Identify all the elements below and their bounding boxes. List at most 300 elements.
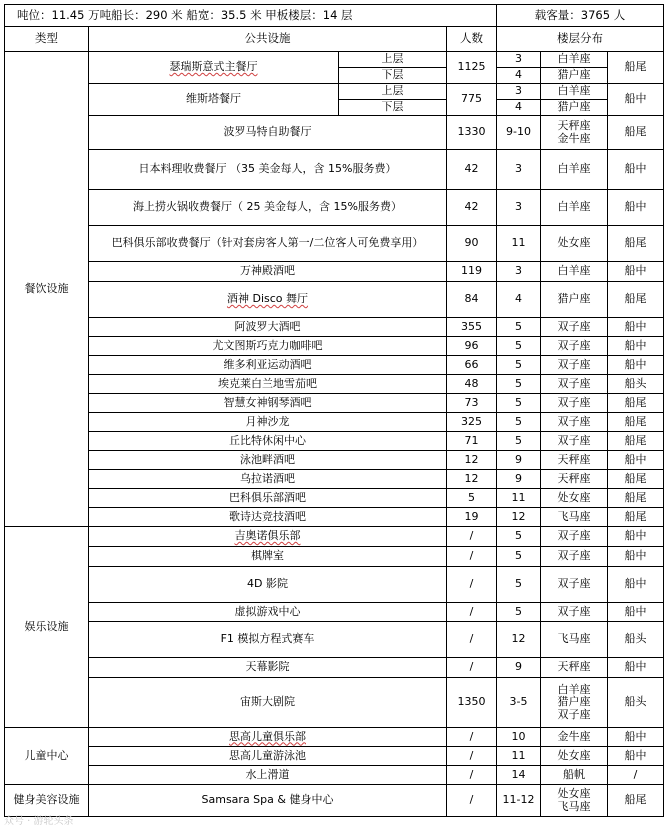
deck-zone-text: 猎户座 xyxy=(557,100,591,114)
deck-number xyxy=(496,488,541,508)
facility-name-text: F1 模拟方程式赛车 xyxy=(220,632,315,646)
people-count-text: 84 xyxy=(464,292,479,306)
deck-zone-text: 双子座 xyxy=(557,529,591,543)
deck-zone-text: 双子座 xyxy=(557,338,591,352)
facility-name xyxy=(88,450,447,470)
facility-name xyxy=(88,115,447,150)
facility-name xyxy=(88,657,447,678)
facility-name-text: 酒神 Disco 舞厅 xyxy=(226,292,309,306)
col-header-floor-text: 楼层分布 xyxy=(557,31,603,46)
deck-zone-text: 白羊座 xyxy=(557,162,591,176)
ship-position xyxy=(607,149,664,190)
facility-name xyxy=(88,526,447,547)
deck-number xyxy=(496,317,541,337)
deck-zone xyxy=(540,546,608,567)
ship-position-text: 船尾 xyxy=(624,292,647,306)
ship-position-text: 船中 xyxy=(624,319,647,333)
deck-zone xyxy=(540,566,608,603)
ship-position-text: 船中 xyxy=(624,452,647,466)
ship-position-text: 船中 xyxy=(624,729,647,743)
ship-position-text: 船尾 xyxy=(624,509,647,523)
deck-number-text: 11 xyxy=(511,490,526,504)
deck-number-text: 5 xyxy=(515,577,522,591)
people-count-text: 90 xyxy=(464,236,479,250)
facility-name-text: 巴科俱乐部收费餐厅（针对套房客人第一/二位客人可免费享用） xyxy=(111,236,424,250)
people-count-text: 12 xyxy=(464,471,479,485)
ship-position xyxy=(607,336,664,356)
facility-name xyxy=(88,51,339,84)
deck-number xyxy=(496,374,541,394)
deck-zone xyxy=(540,746,608,766)
deck-zone xyxy=(540,488,608,508)
deck-number xyxy=(496,281,541,318)
ship-position-text: 船尾 xyxy=(624,490,647,504)
facility-name xyxy=(88,412,447,432)
people-count xyxy=(446,507,497,527)
deck-number-text: 5 xyxy=(515,338,522,352)
ship-position-text: / xyxy=(633,767,638,781)
ship-position-text: 船尾 xyxy=(624,60,647,74)
deck-number xyxy=(496,393,541,413)
facility-name-text: 棋牌室 xyxy=(251,549,284,563)
facility-name-text: 4D 影院 xyxy=(247,577,288,591)
ship-position xyxy=(607,189,664,226)
facility-name-text: 海上捞火锅收费餐厅（ 25 美金每人，含 15%服务费） xyxy=(133,200,402,214)
ship-position xyxy=(607,393,664,413)
facility-name-text: 宙斯大剧院 xyxy=(240,695,295,709)
facility-name-text: 歌诗达竞技酒吧 xyxy=(229,509,306,523)
deck-number xyxy=(496,450,541,470)
ship-position-text: 船中 xyxy=(624,338,647,352)
ship-position-text: 船中 xyxy=(624,549,647,563)
deck-number-text: 9-10 xyxy=(506,125,531,139)
deck-number xyxy=(496,67,541,84)
people-count-text: / xyxy=(469,632,474,646)
deck-number-text: 9 xyxy=(515,471,522,485)
people-count xyxy=(446,51,497,84)
deck-number xyxy=(496,602,541,622)
deck-zone xyxy=(540,317,608,337)
people-count-text: 19 xyxy=(464,509,479,523)
people-count xyxy=(446,746,497,766)
deck-number xyxy=(496,149,541,190)
people-count xyxy=(446,784,497,817)
people-count xyxy=(446,281,497,318)
ship-position xyxy=(607,374,664,394)
people-count xyxy=(446,431,497,451)
people-count xyxy=(446,83,497,116)
people-count-text: 96 xyxy=(464,338,479,352)
deck-zone xyxy=(540,602,608,622)
ship-position xyxy=(607,526,664,547)
deck-number-text: 11 xyxy=(511,236,526,250)
facility-name xyxy=(88,336,447,356)
people-count xyxy=(446,450,497,470)
deck-zone-text: 处女座 xyxy=(557,748,591,762)
ship-position-text: 船尾 xyxy=(624,395,647,409)
people-count xyxy=(446,657,497,678)
deck-zone-text: 船帆 xyxy=(563,767,585,781)
people-count xyxy=(446,149,497,190)
people-count-text: / xyxy=(469,793,474,807)
people-count xyxy=(446,546,497,567)
people-count-text: / xyxy=(469,577,474,591)
deck-number-text: 5 xyxy=(515,414,522,428)
deck-zone xyxy=(540,765,608,785)
ship-position xyxy=(607,602,664,622)
deck-zone xyxy=(540,393,608,413)
facility-name xyxy=(88,488,447,508)
deck-number-text: 12 xyxy=(511,509,526,523)
people-count xyxy=(446,566,497,603)
deck-number-text: 10 xyxy=(511,729,526,743)
col-header-floor xyxy=(496,26,664,52)
section-type-text: 娱乐设施 xyxy=(24,619,69,633)
ship-position-text: 船尾 xyxy=(624,125,647,139)
section-type-text: 餐饮设施 xyxy=(24,281,69,295)
people-count-text: 42 xyxy=(464,162,479,176)
facility-name xyxy=(88,469,447,489)
people-count-text: / xyxy=(469,549,474,563)
people-count xyxy=(446,412,497,432)
section-type-text: 健身美容设施 xyxy=(13,793,80,807)
deck-number xyxy=(496,546,541,567)
ship-summary-text: 吨位：11.45 万吨船长：290 米 船宽：35.5 米 甲板楼层：14 层 xyxy=(17,7,353,22)
facility-name xyxy=(88,566,447,603)
ship-position-text: 船中 xyxy=(624,357,647,371)
level-label xyxy=(338,67,447,84)
people-count-text: 5 xyxy=(468,490,475,504)
ship-position xyxy=(607,317,664,337)
deck-zone-text: 天秤座 xyxy=(557,452,591,466)
facility-name xyxy=(88,677,447,728)
ship-position-text: 船尾 xyxy=(624,414,647,428)
ship-position xyxy=(607,507,664,527)
facility-name-text: 水上滑道 xyxy=(245,767,290,781)
deck-zone-text: 猎户座 xyxy=(557,695,591,709)
deck-number-text: 14 xyxy=(511,767,526,781)
ship-position-text: 船尾 xyxy=(624,433,647,447)
deck-number xyxy=(496,336,541,356)
deck-zone xyxy=(540,507,608,527)
deck-zone-text: 双子座 xyxy=(557,549,591,563)
deck-zone-text: 飞马座 xyxy=(557,632,591,646)
deck-zone xyxy=(540,83,608,100)
deck-number xyxy=(496,507,541,527)
deck-zone-text: 处女座 xyxy=(557,490,591,504)
deck-zone-text: 天秤座 xyxy=(557,118,591,132)
deck-number-text: 3 xyxy=(515,200,522,214)
ship-position xyxy=(607,621,664,658)
ship-position-text: 船中 xyxy=(624,92,647,106)
ship-position-text: 船尾 xyxy=(624,471,647,485)
facility-name-text: 瑟瑞斯意式主餐厅 xyxy=(169,60,258,74)
facility-name-text: 虚拟游戏中心 xyxy=(234,604,301,618)
people-count xyxy=(446,621,497,658)
deck-number-text: 4 xyxy=(515,292,522,306)
ship-position-text: 船头 xyxy=(624,695,647,709)
ship-position xyxy=(607,765,664,785)
deck-number xyxy=(496,431,541,451)
deck-zone xyxy=(540,51,608,68)
deck-zone-text: 飞马座 xyxy=(557,509,591,523)
section-type-text: 儿童中心 xyxy=(24,748,69,762)
deck-zone-text: 白羊座 xyxy=(557,200,591,214)
ship-position-text: 船中 xyxy=(624,660,647,674)
people-count-text: 1125 xyxy=(457,60,486,74)
people-count-text: / xyxy=(469,604,474,618)
deck-zone xyxy=(540,450,608,470)
deck-zone-text: 处女座 xyxy=(557,236,591,250)
deck-number-text: 5 xyxy=(515,376,522,390)
deck-zone-text: 天秤座 xyxy=(557,471,591,485)
facility-name xyxy=(88,746,447,766)
deck-number xyxy=(496,621,541,658)
deck-zone-text: 双子座 xyxy=(557,577,591,591)
facility-name xyxy=(88,189,447,226)
level-label-text: 上层 xyxy=(381,52,404,66)
deck-number xyxy=(496,526,541,547)
deck-zone-text: 双子座 xyxy=(557,357,591,371)
people-count xyxy=(446,526,497,547)
ship-position xyxy=(607,261,664,282)
deck-number xyxy=(496,765,541,785)
level-label xyxy=(338,51,447,68)
deck-zone-text: 天秤座 xyxy=(557,660,591,674)
deck-zone xyxy=(540,526,608,547)
deck-zone-text: 双子座 xyxy=(557,376,591,390)
facility-name xyxy=(88,765,447,785)
deck-number xyxy=(496,83,541,100)
facility-name xyxy=(88,727,447,747)
people-count xyxy=(446,336,497,356)
deck-number-text: 5 xyxy=(515,433,522,447)
deck-zone-text: 金牛座 xyxy=(557,131,591,145)
deck-zone xyxy=(540,677,608,728)
section-type xyxy=(4,727,89,785)
facility-name-text: 智慧女神钢琴酒吧 xyxy=(223,395,312,409)
deck-zone xyxy=(540,67,608,84)
deck-number-text: 5 xyxy=(515,395,522,409)
col-header-people-text: 人数 xyxy=(460,31,483,46)
deck-zone-text: 双子座 xyxy=(557,395,591,409)
level-label-text: 下层 xyxy=(381,68,404,82)
facility-name xyxy=(88,83,339,116)
ship-position xyxy=(607,281,664,318)
people-count-text: 325 xyxy=(461,414,482,428)
people-count-text: / xyxy=(469,729,474,743)
facility-name xyxy=(88,261,447,282)
people-count xyxy=(446,765,497,785)
ship-position xyxy=(607,784,664,817)
deck-number xyxy=(496,469,541,489)
facility-name-text: 阿波罗大酒吧 xyxy=(234,319,301,333)
ship-position xyxy=(607,677,664,728)
deck-number-text: 5 xyxy=(515,529,522,543)
deck-number xyxy=(496,261,541,282)
deck-zone xyxy=(540,727,608,747)
deck-zone xyxy=(540,784,608,817)
watermark: 众号 · 游轮头条 xyxy=(4,816,74,827)
ship-position-text: 船中 xyxy=(624,748,647,762)
facility-name-text: 万神殿酒吧 xyxy=(240,264,295,278)
deck-number xyxy=(496,784,541,817)
people-count xyxy=(446,261,497,282)
section-type xyxy=(4,526,89,728)
people-count-text: 1350 xyxy=(457,695,486,709)
deck-number-text: 3-5 xyxy=(509,695,528,709)
deck-zone-text: 白羊座 xyxy=(557,264,591,278)
level-label xyxy=(338,99,447,116)
people-count-text: 12 xyxy=(464,452,479,466)
level-label xyxy=(338,83,447,100)
facility-name xyxy=(88,355,447,375)
deck-zone xyxy=(540,355,608,375)
deck-number xyxy=(496,115,541,150)
deck-zone-text: 金牛座 xyxy=(557,729,591,743)
deck-zone xyxy=(540,99,608,116)
people-count-text: 119 xyxy=(461,264,482,278)
deck-zone xyxy=(540,412,608,432)
people-count-text: 66 xyxy=(464,357,479,371)
deck-number-text: 5 xyxy=(515,604,522,618)
ship-position xyxy=(607,83,664,116)
facility-name-text: 波罗马特自助餐厅 xyxy=(223,125,312,139)
deck-number xyxy=(496,412,541,432)
ship-position-text: 船中 xyxy=(624,264,647,278)
deck-zone xyxy=(540,189,608,226)
ship-position xyxy=(607,727,664,747)
col-header-people xyxy=(446,26,497,52)
level-label-text: 下层 xyxy=(381,100,404,114)
facility-name-text: 思高儿童俱乐部 xyxy=(229,729,306,743)
deck-number-text: 3 xyxy=(515,52,522,66)
people-count-text: 1330 xyxy=(457,125,486,139)
deck-number-text: 9 xyxy=(515,660,522,674)
deck-zone xyxy=(540,225,608,262)
facility-name-text: 维多利亚运动酒吧 xyxy=(223,357,312,371)
deck-zone-text: 猎户座 xyxy=(557,68,591,82)
deck-zone-text: 白羊座 xyxy=(557,84,591,98)
ship-position-text: 船尾 xyxy=(624,793,647,807)
deck-zone xyxy=(540,657,608,678)
facility-name-text: 日本料理收费餐厅 （35 美金每人，含 15%服务费） xyxy=(138,162,397,176)
deck-number xyxy=(496,727,541,747)
facility-name-text: 月神沙龙 xyxy=(245,414,290,428)
people-count xyxy=(446,602,497,622)
deck-number-text: 12 xyxy=(511,632,526,646)
deck-zone-text: 处女座 xyxy=(557,786,591,800)
facility-name xyxy=(88,507,447,527)
deck-number-text: 9 xyxy=(515,452,522,466)
deck-zone-text: 双子座 xyxy=(557,433,591,447)
ship-position xyxy=(607,431,664,451)
deck-zone xyxy=(540,261,608,282)
ship-position-text: 船中 xyxy=(624,162,647,176)
people-count xyxy=(446,469,497,489)
col-header-facility xyxy=(88,26,447,52)
people-count-text: / xyxy=(469,767,474,781)
deck-number-text: 4 xyxy=(515,68,522,82)
people-count xyxy=(446,355,497,375)
facility-name-text: 巴科俱乐部酒吧 xyxy=(229,490,306,504)
deck-number xyxy=(496,677,541,728)
deck-number xyxy=(496,355,541,375)
facility-name-text: 尤文图斯巧克力咖啡吧 xyxy=(212,338,323,352)
header-capacity xyxy=(496,4,664,27)
facility-name-text: 维斯塔餐厅 xyxy=(186,92,241,106)
facility-name xyxy=(88,149,447,190)
deck-number-text: 5 xyxy=(515,319,522,333)
facility-name-text: 丘比特休闲中心 xyxy=(229,433,306,447)
people-count xyxy=(446,225,497,262)
ship-position xyxy=(607,657,664,678)
ship-position-text: 船尾 xyxy=(624,236,647,250)
deck-zone xyxy=(540,469,608,489)
people-count xyxy=(446,189,497,226)
deck-number-text: 5 xyxy=(515,549,522,563)
deck-number xyxy=(496,225,541,262)
deck-zone-text: 双子座 xyxy=(557,604,591,618)
facility-name xyxy=(88,281,447,318)
ship-position xyxy=(607,546,664,567)
people-count xyxy=(446,488,497,508)
facility-name-text: 思高儿童游泳池 xyxy=(229,748,306,762)
header-summary xyxy=(4,4,497,27)
facility-name xyxy=(88,784,447,817)
facility-name xyxy=(88,602,447,622)
deck-zone xyxy=(540,621,608,658)
people-count xyxy=(446,115,497,150)
deck-zone-text: 白羊座 xyxy=(557,52,591,66)
people-count xyxy=(446,727,497,747)
people-count-text: 775 xyxy=(461,92,482,106)
people-count xyxy=(446,317,497,337)
people-count-text: / xyxy=(469,660,474,674)
deck-number-text: 11-12 xyxy=(502,793,535,807)
facility-name xyxy=(88,621,447,658)
section-type xyxy=(4,51,89,527)
deck-number xyxy=(496,99,541,116)
deck-zone xyxy=(540,336,608,356)
people-count-text: / xyxy=(469,529,474,543)
facility-name xyxy=(88,431,447,451)
people-count-text: 71 xyxy=(464,433,479,447)
ship-position-text: 船中 xyxy=(624,604,647,618)
col-header-facility-text: 公共设施 xyxy=(244,31,291,46)
deck-zone xyxy=(540,115,608,150)
ship-position-text: 船头 xyxy=(624,632,647,646)
deck-zone xyxy=(540,374,608,394)
deck-zone-text: 双子座 xyxy=(557,319,591,333)
level-label-text: 上层 xyxy=(381,84,404,98)
people-count xyxy=(446,677,497,728)
deck-number-text: 3 xyxy=(515,162,522,176)
deck-number xyxy=(496,189,541,226)
deck-number-text: 3 xyxy=(515,264,522,278)
ship-position xyxy=(607,488,664,508)
facility-name-text: 泳池畔酒吧 xyxy=(240,452,295,466)
ship-position xyxy=(607,51,664,84)
people-count-text: 73 xyxy=(464,395,479,409)
ship-position-text: 船头 xyxy=(624,376,647,390)
facility-name-text: 乌拉诺酒吧 xyxy=(240,471,295,485)
deck-zone-text: 飞马座 xyxy=(557,799,591,813)
capacity-text: 载客量：3765 人 xyxy=(534,7,626,22)
people-count xyxy=(446,393,497,413)
ship-position xyxy=(607,412,664,432)
people-count-text: 355 xyxy=(461,319,482,333)
